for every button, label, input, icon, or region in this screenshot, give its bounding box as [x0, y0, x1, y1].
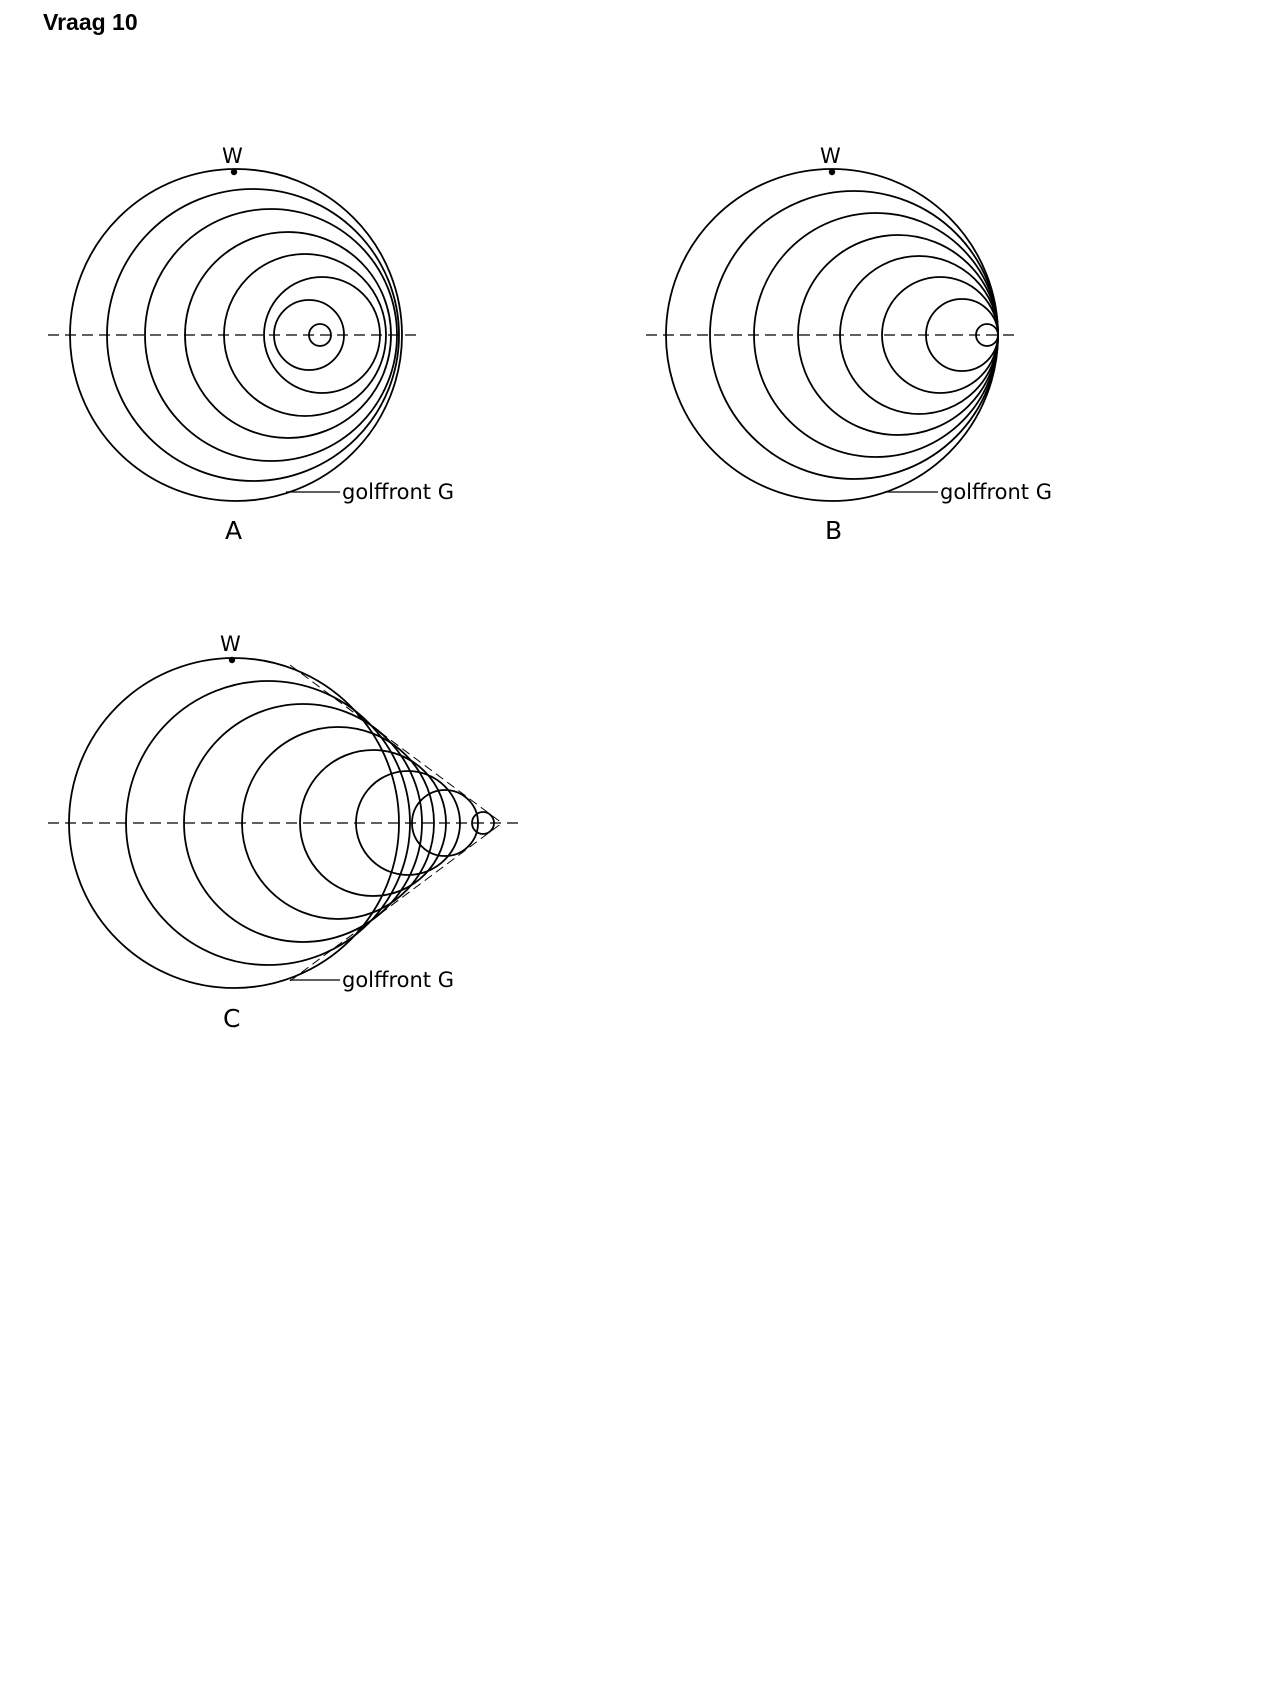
panel-a-label: A: [225, 516, 243, 545]
panel-b-label: B: [825, 516, 843, 545]
panel-b-point-w-dot: [829, 169, 835, 175]
panel-a-point-w-label: W: [222, 144, 243, 168]
panel-c: [48, 632, 520, 1033]
panel-c-point-w-dot: [229, 657, 235, 663]
panel-c-front-label: golffront G: [342, 968, 454, 992]
panel-a-point-w-dot: [231, 169, 237, 175]
panel-c-label: C: [223, 1004, 241, 1033]
panel-c-tangent-lower: [290, 823, 502, 981]
page-title: Vraag 10: [43, 9, 138, 35]
panel-b-point-w-label: W: [820, 144, 841, 168]
panel-b: [646, 144, 1052, 545]
panel-a: [48, 144, 454, 545]
panel-b-front-label: golffront G: [940, 480, 1052, 504]
panel-b-wave-4: [798, 235, 998, 435]
panel-c-point-w-label: W: [220, 632, 241, 656]
panel-a-front-label: golffront G: [342, 480, 454, 504]
panel-c-tangent-upper: [290, 665, 502, 823]
